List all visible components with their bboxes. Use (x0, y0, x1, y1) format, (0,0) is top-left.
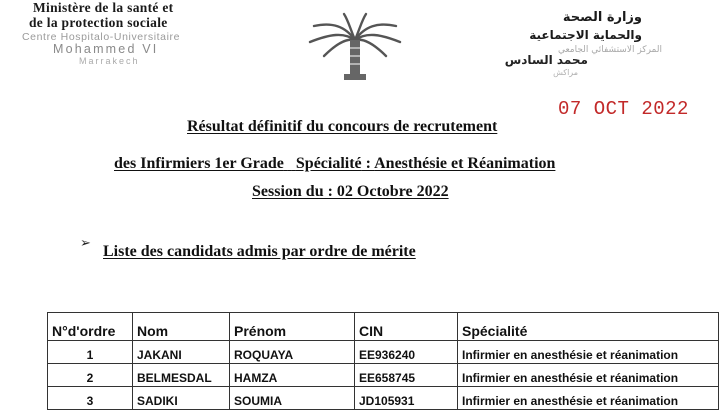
ministry-name-ar-line2: والحماية الاجتماعية (529, 28, 642, 42)
cell-prenom: HAMZA (230, 364, 355, 387)
col-header-nom: Nom (133, 313, 230, 341)
chu-city-ar: مراكش (553, 68, 578, 77)
cell-prenom: ROQUAYA (230, 341, 355, 364)
ministry-name-line2: de la protection sociale (29, 15, 168, 30)
document-title-line1: Résultat définitif du concours de recrutement (187, 118, 498, 135)
col-header-prenom: Prénom (230, 313, 355, 341)
cell-specialite: Infirmier en anesthésie et réanimation (458, 387, 719, 410)
table-row (48, 364, 719, 387)
cell-cin: EE936240 (355, 341, 458, 364)
cell-order: 3 (48, 387, 133, 410)
chu-mohammed-vi-ar: محمد السادس (504, 53, 588, 67)
col-header-specialite: Spécialité (458, 313, 719, 341)
chu-label-ar: المركز الاستشفائي الجامعي (557, 45, 662, 55)
cell-nom: JAKANI (133, 341, 230, 364)
ministry-name-line1: Ministère de la santé et (33, 0, 174, 15)
title-colon: : (361, 155, 375, 172)
palm-tree-logo-icon (300, 12, 410, 84)
col-header-cin: CIN (355, 313, 458, 341)
results-table (47, 312, 719, 410)
cell-order: 1 (48, 341, 133, 364)
chu-city: Marrakech (79, 56, 140, 66)
arrowhead-bullet-icon: ➢ (80, 236, 91, 251)
cell-nom: BELMESDAL (133, 364, 230, 387)
session-date: Session du : 02 Octobre 2022 (252, 183, 449, 200)
title-specialite-label: Spécialité (295, 155, 362, 172)
chu-mohammed-vi: Mohammed VI (53, 42, 159, 56)
col-header-order: N°d'ordre (48, 313, 133, 341)
ministry-name-ar-line1: وزارة الصحة (562, 10, 642, 25)
cell-order: 2 (48, 364, 133, 387)
cell-specialite: Infirmier en anesthésie et réanimation (458, 364, 719, 387)
table-header-row (48, 313, 719, 341)
document-title-line2 (114, 155, 555, 173)
cell-nom: SADIKI (133, 387, 230, 410)
cell-cin: JD105931 (355, 387, 458, 410)
section-heading: Liste des candidats admis par ordre de mérite (103, 243, 416, 260)
title-grade: des Infirmiers 1er Grade (114, 155, 284, 172)
cell-specialite: Infirmier en anesthésie et réanimation (458, 341, 719, 364)
chu-label: Centre Hospitalo-Universitaire (22, 31, 181, 43)
date-stamp: 07 OCT 2022 (558, 98, 689, 120)
table-row (48, 341, 719, 364)
cell-prenom: SOUMIA (230, 387, 355, 410)
table-row (48, 387, 719, 410)
title-specialite-value: Anesthésie et Réanimation (374, 155, 556, 172)
cell-cin: EE658745 (355, 364, 458, 387)
